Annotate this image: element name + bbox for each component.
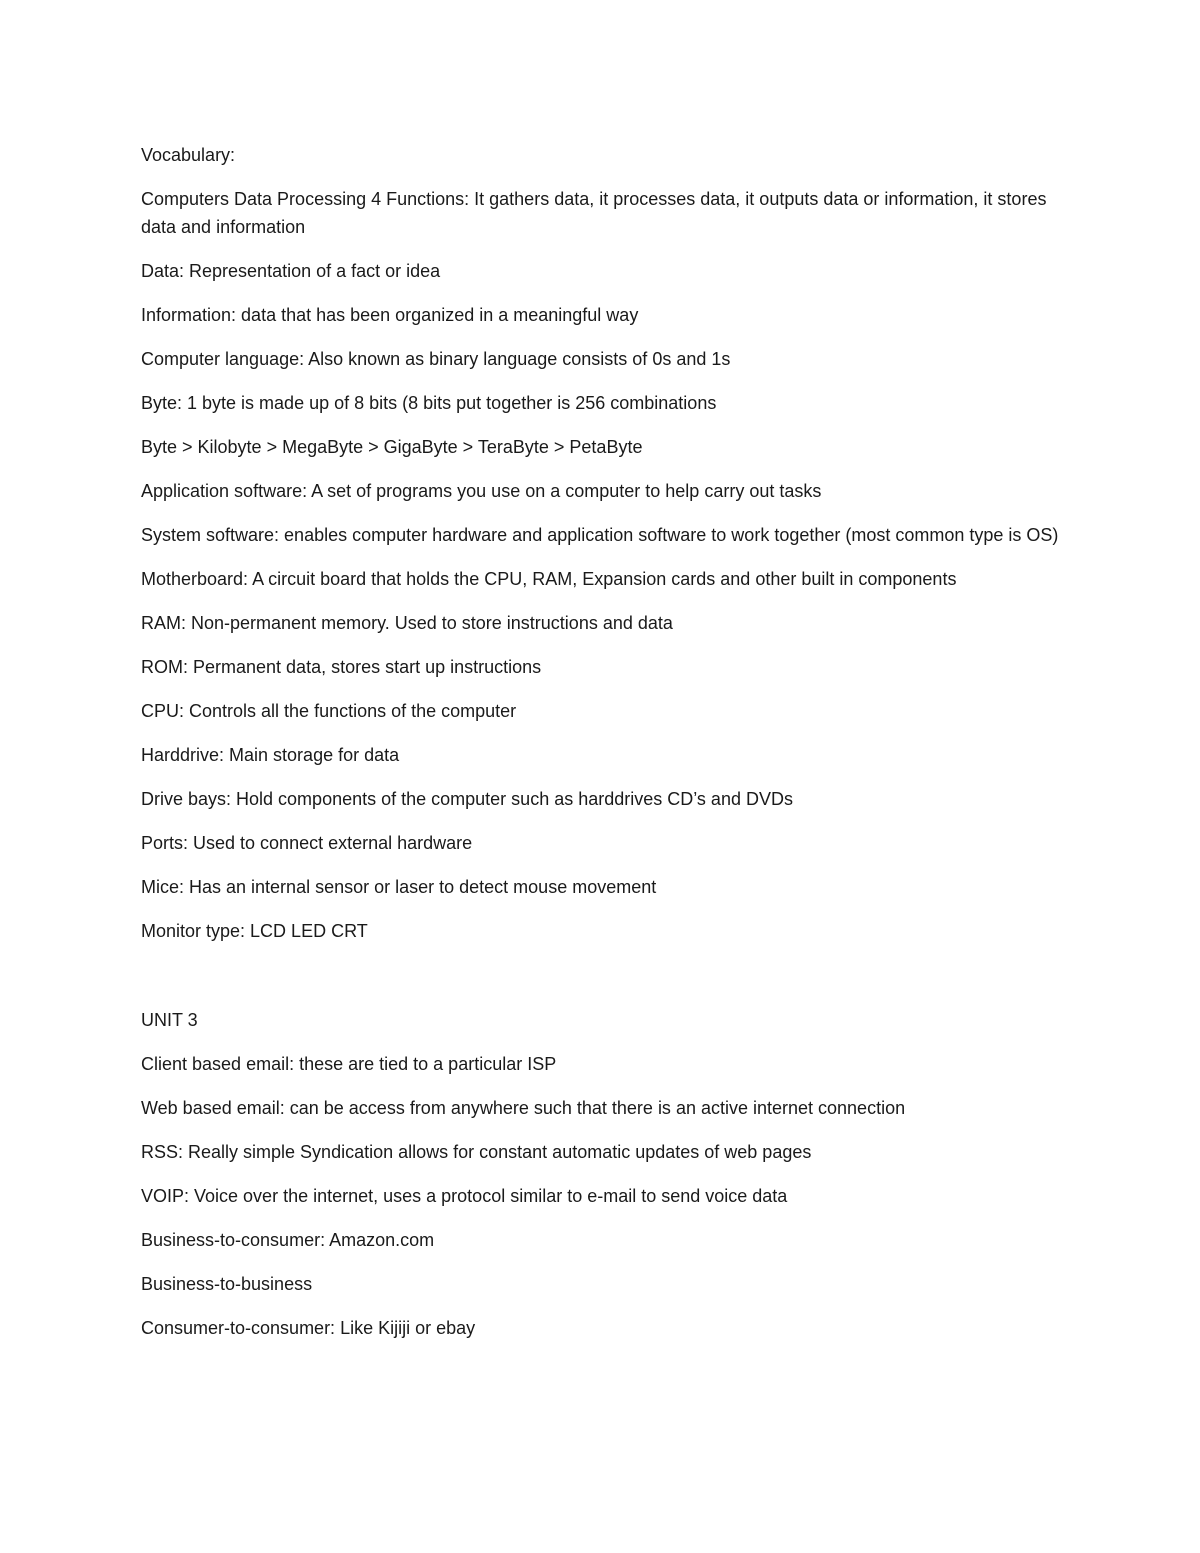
vocab-item: Data: Representation of a fact or idea — [141, 261, 441, 281]
vocab-item: ROM: Permanent data, stores start up instructions — [141, 657, 542, 677]
vocab-item: Computer language: Also known as binary language consists of 0s and 1s — [141, 349, 731, 369]
vocab-item: Harddrive: Main storage for data — [141, 745, 400, 765]
vocab-item: Mice: Has an internal sensor or laser to detect mouse movement — [141, 877, 657, 897]
section-spacer — [141, 961, 1061, 1006]
unit-heading: UNIT 3 — [141, 1010, 198, 1030]
vocab-item: CPU: Controls all the functions of the computer — [141, 701, 517, 721]
vocab-item: Ports: Used to connect external hardware — [141, 833, 473, 853]
vocab-item: System software: enables computer hardware and application software to work together (most common type is OS) — [141, 525, 1059, 545]
unit-item: Web based email: can be access from anywhere such that there is an active internet connection — [141, 1098, 906, 1118]
vocab-item: Drive bays: Hold components of the computer such as harddrives CD’s and DVDs — [141, 789, 793, 809]
vocab-item: Byte: 1 byte is made up of 8 bits (8 bits put together is 256 combinations — [141, 393, 717, 413]
vocabulary-heading: Vocabulary: — [141, 145, 236, 165]
vocab-item: Monitor type: LCD LED CRT — [141, 921, 368, 941]
vocab-item: Application software: A set of programs you use on a computer to help carry out tasks — [141, 481, 822, 501]
unit-item: RSS: Really simple Syndication allows for constant automatic updates of web pages — [141, 1142, 812, 1162]
vocab-item: Motherboard: A circuit board that holds the CPU, RAM, Expansion cards and other built in components — [141, 569, 957, 589]
unit-item: VOIP: Voice over the internet, uses a protocol similar to e-mail to send voice data — [141, 1186, 788, 1206]
vocab-item: Information: data that has been organized in a meaningful way — [141, 305, 639, 325]
unit-item: Client based email: these are tied to a particular ISP — [141, 1054, 557, 1074]
unit-item: Consumer-to-consumer: Like Kijiji or ebay — [141, 1318, 476, 1338]
vocab-item: Byte > Kilobyte > MegaByte > GigaByte > TeraByte > PetaByte — [141, 437, 643, 457]
unit-item: Business-to-consumer: Amazon.com — [141, 1230, 435, 1250]
vocab-item: Computers Data Processing 4 Functions: It gathers data, it processes data, it outputs data or information, it stores data and information — [141, 189, 1047, 237]
vocab-item: RAM: Non-permanent memory. Used to store instructions and data — [141, 613, 673, 633]
unit-item: Business-to-business — [141, 1274, 313, 1294]
document-body — [141, 141, 1061, 1358]
